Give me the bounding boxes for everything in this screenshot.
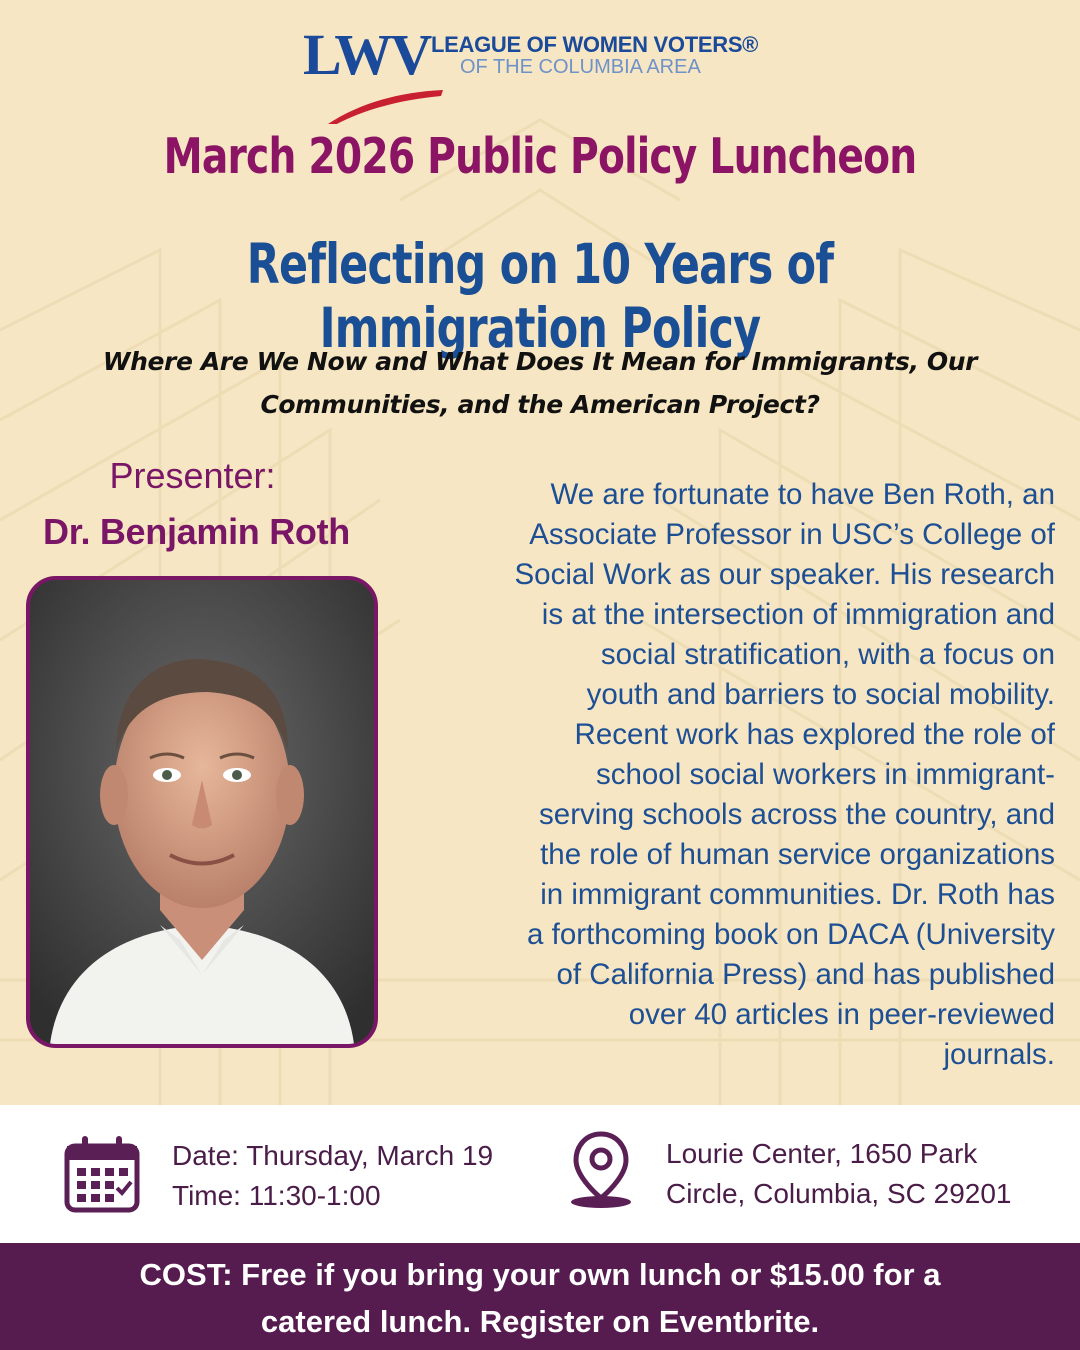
presenter-portrait-icon <box>30 580 374 1044</box>
event-date: Date: Thursday, March 19 <box>172 1140 494 1171</box>
event-location <box>666 1134 1012 1214</box>
presenter-label: Presenter: <box>109 455 276 496</box>
presenter-bio: We are fortunate to have Ben Roth, an Associate Professor in USC’s College of Social Work as our speaker. His research is at the intersection of immigration and social stratification, with a focus on youth and barriers to social mobility. Recent work has explored the role of school social workers in immigrant- serving schools across the country, and the role of human service organizations in immigrant communities. Dr. Roth has a forthcoming book on DACA (University of California Press) and has published over 40 articles in peer-reviewed journals. <box>514 478 1055 1071</box>
calendar-icon <box>64 1134 140 1214</box>
cost-text: COST: Free if you bring your own lunch or $15.00 for a catered lunch. Register on Eventbrite. <box>139 1257 941 1339</box>
lwv-logo <box>303 24 783 116</box>
event-title: March 2026 Public Policy Luncheon <box>163 128 917 185</box>
logo-org-name: LEAGUE OF WOMEN VOTERS® <box>431 32 759 57</box>
logo-swoosh-icon <box>303 64 453 124</box>
logo-mark: LWV <box>303 22 431 87</box>
map-pin-icon <box>568 1130 634 1210</box>
presenter-photo <box>26 576 378 1048</box>
logo-org-area: OF THE COLUMBIA AREA <box>460 56 701 78</box>
presenter-name: Dr. Benjamin Roth <box>43 511 350 552</box>
event-datetime <box>172 1136 493 1216</box>
location-line1: Lourie Center, 1650 Park <box>666 1138 978 1169</box>
event-subtitle: Reflecting on 10 Years of Immigration Policy <box>246 232 834 360</box>
event-question: Where Are We Now and What Does It Mean for Immigrants, Our Communities, and the American Project? <box>102 347 978 419</box>
location-line2: Circle, Columbia, SC 29201 <box>666 1178 1012 1209</box>
event-time: Time: 11:30-1:00 <box>172 1180 381 1211</box>
